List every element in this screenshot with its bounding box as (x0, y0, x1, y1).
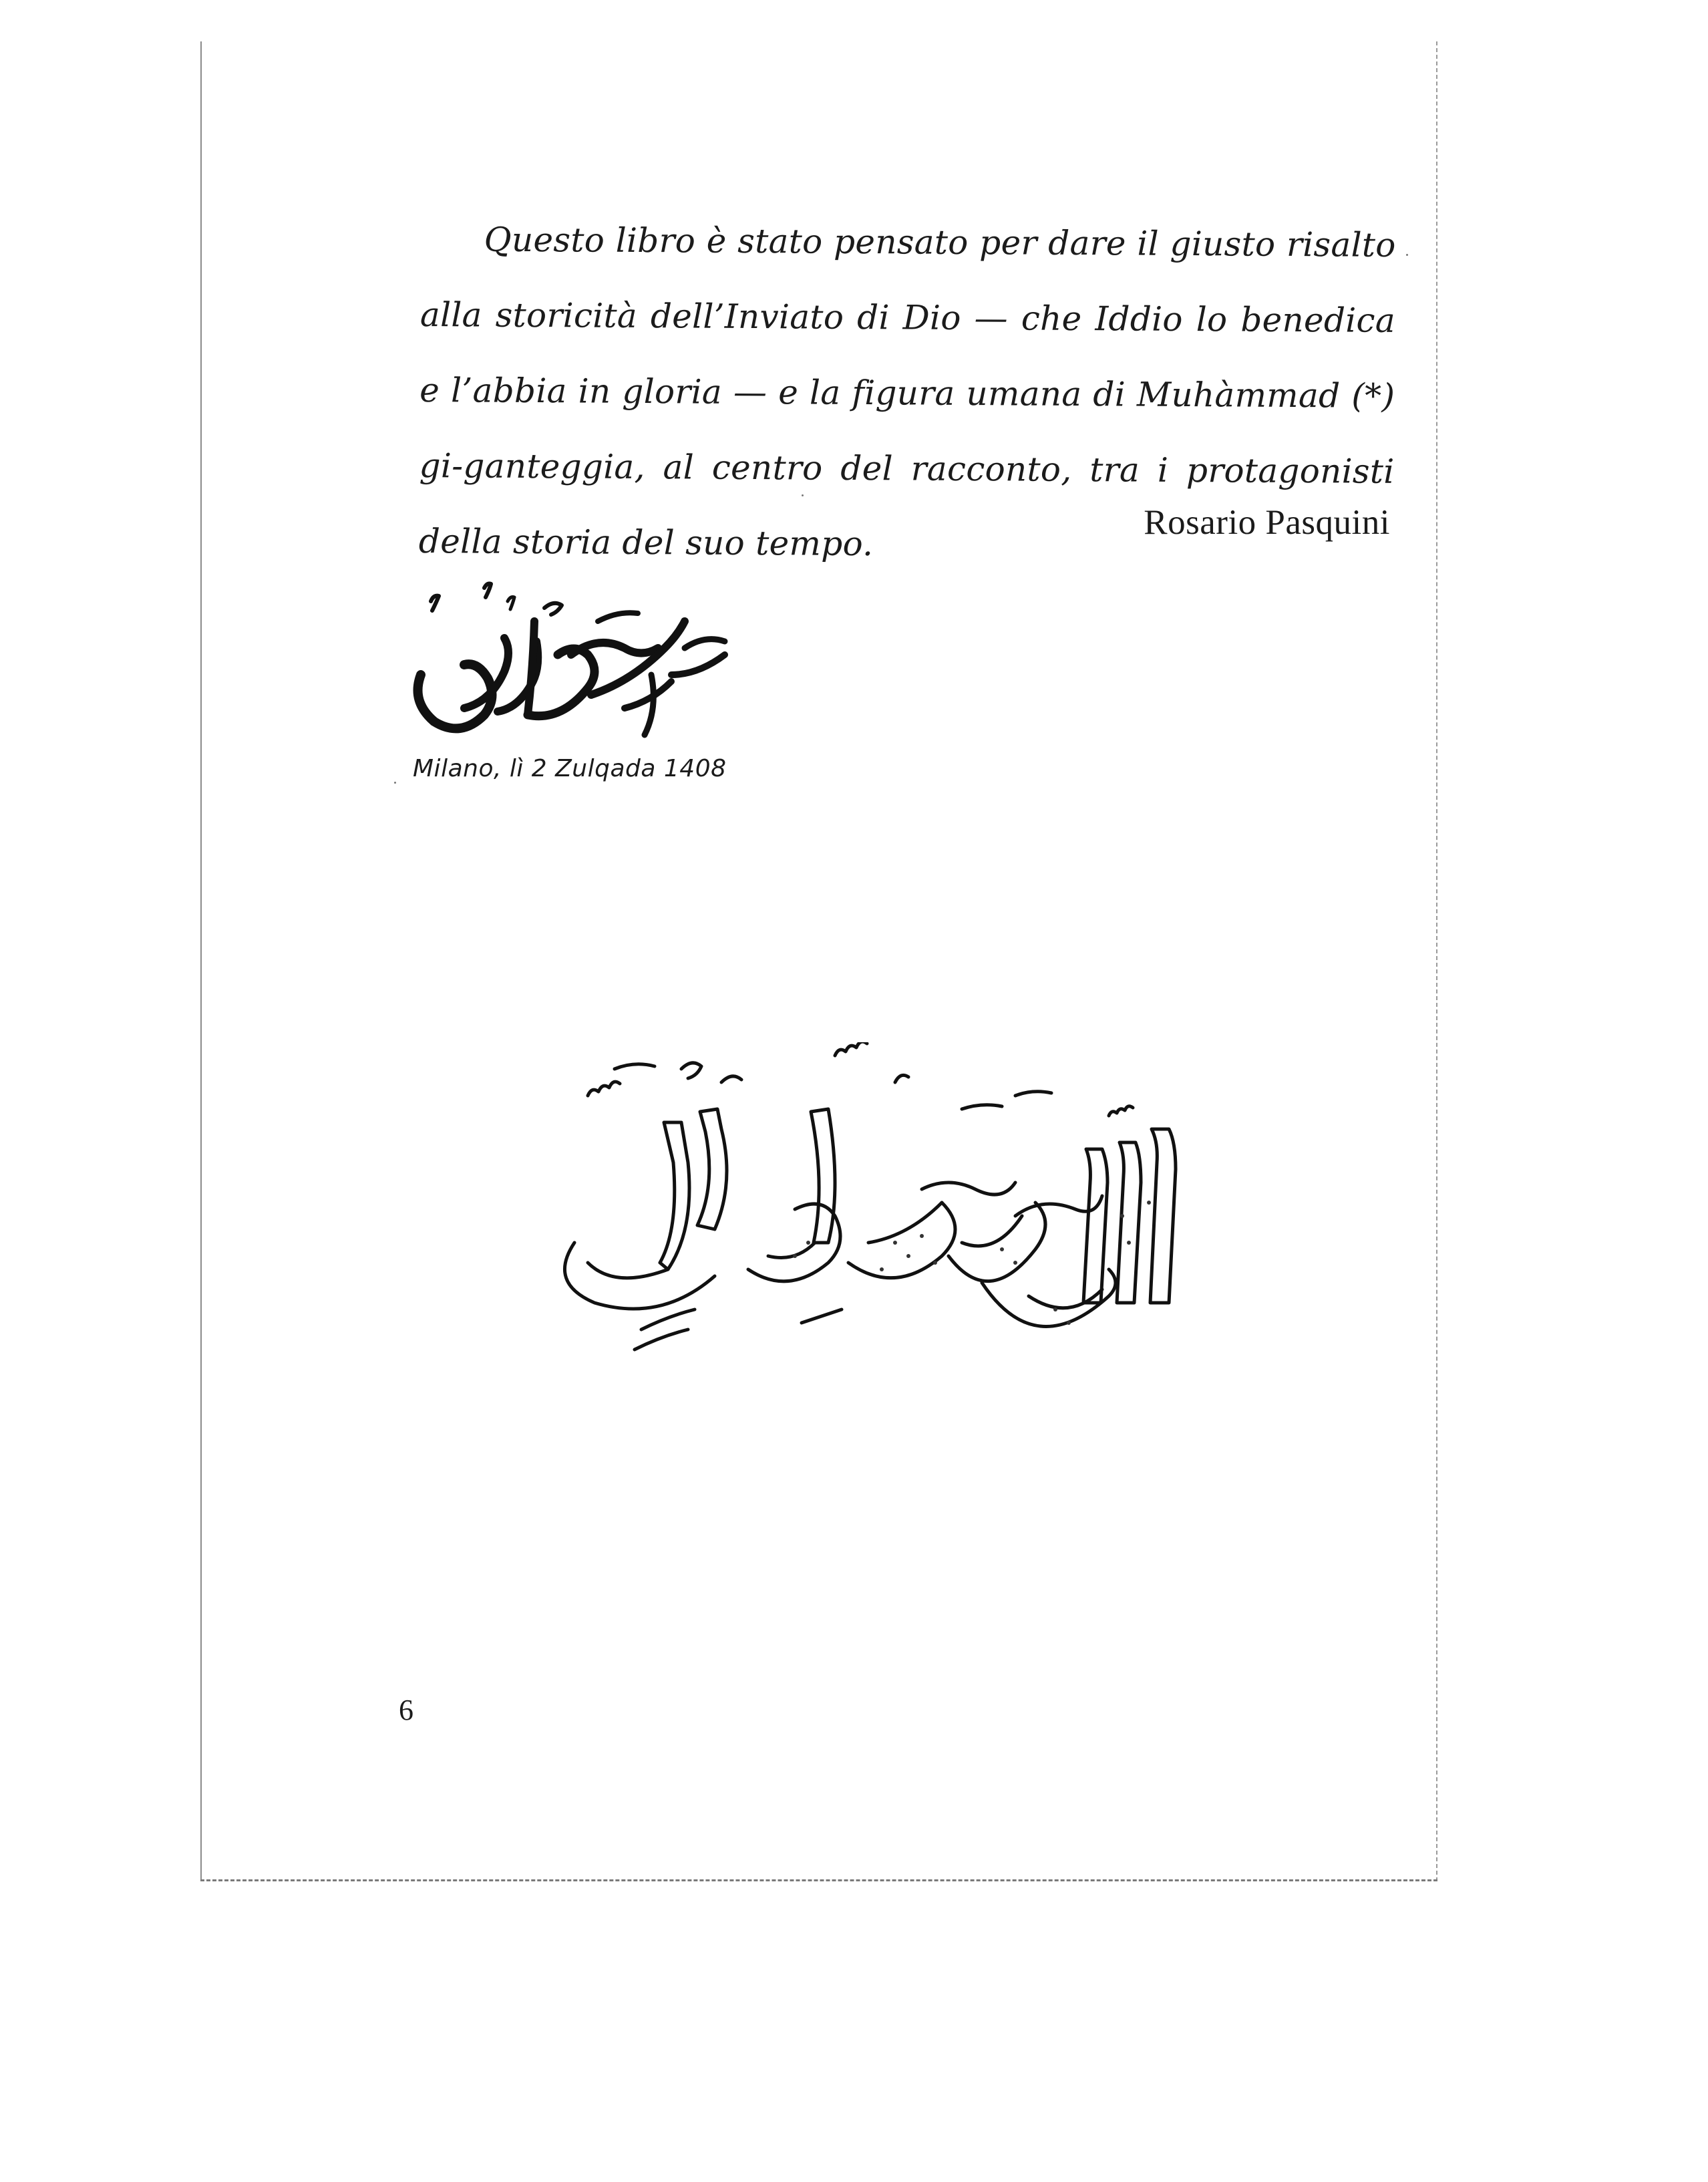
page-number: 6 (399, 1694, 413, 1726)
scan-speck (1406, 254, 1408, 256)
scan-speck (394, 782, 396, 784)
page-frame-right-edge (1436, 41, 1437, 1881)
author-name: Rosario Pasquini (1144, 503, 1390, 542)
calligraphy-ornament-image (548, 1042, 1202, 1376)
page-frame-bottom-edge (200, 1879, 1437, 1881)
body-paragraph: Questo libro è stato pensato per dare il giusto risalto alla storicità dell’Inviato di Dio — che Iddio lo benedica e l’abbia in gloria — e la figura umana di Muhàmmad (*) gi-ganteggia, al centro del racconto, tra i protagonisti della storia del suo tempo. (418, 220, 1396, 564)
scan-speck (802, 494, 804, 496)
page-frame-left-edge (200, 41, 202, 1881)
signature-calligraphy-image (391, 575, 738, 748)
place-date: Milano, lì 2 Zulqada 1408 (413, 755, 727, 782)
